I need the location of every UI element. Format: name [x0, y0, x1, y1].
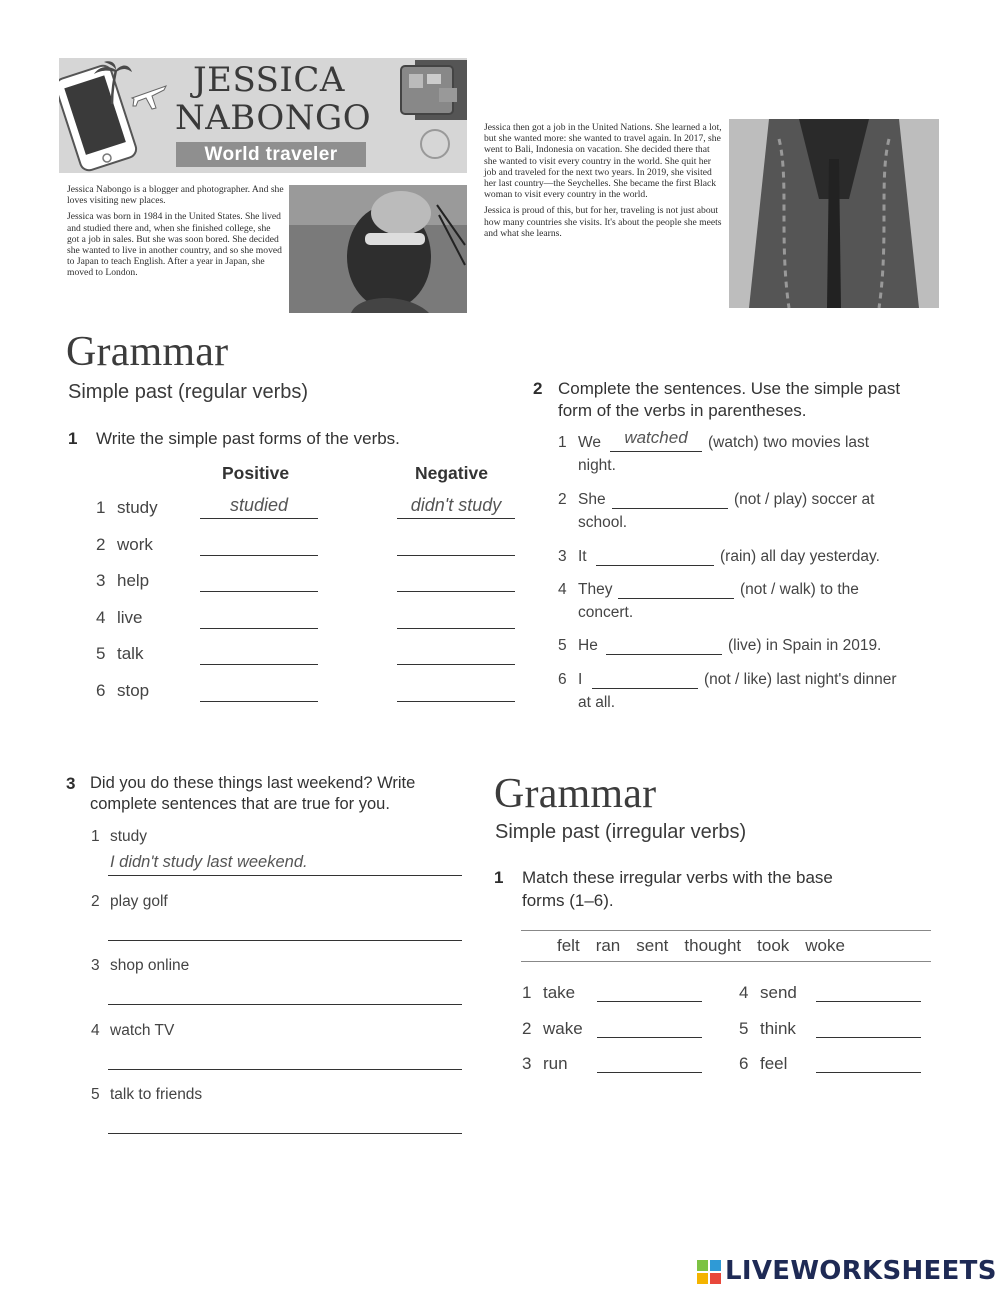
item-number: 1	[522, 983, 532, 1002]
row-number: 6	[96, 680, 106, 700]
suitcase-illustration	[395, 58, 467, 173]
word-bank-word: woke	[805, 936, 845, 955]
article-paragraph: Jessica was born in 1984 in the United States. She lived and studied there and, when she finished college, she got a job in sales. But she was soon bored. She decided she wanted to live in another country, and so she moved to Japan to teach English. After a year in Japan, she moved to London.	[67, 211, 282, 279]
base-verb-label: send	[760, 983, 797, 1002]
verb-label: work	[117, 534, 153, 554]
answer-field[interactable]	[108, 1045, 462, 1070]
word-bank-word: thought	[684, 936, 742, 955]
sentence-end: (not / like) last night's dinner	[704, 671, 897, 688]
sentence-end: (live) in Spain in 2019.	[728, 637, 882, 654]
answer-field[interactable]	[612, 484, 728, 509]
base-verb-label: think	[760, 1018, 796, 1038]
row-number: 2	[96, 534, 106, 554]
answer-text: I didn't study last weekend.	[110, 853, 308, 871]
positive-answer-field[interactable]	[200, 675, 318, 702]
sentence-start: They	[578, 581, 613, 598]
match-answer-field[interactable]	[597, 1021, 702, 1038]
negative-answer-field[interactable]	[397, 529, 515, 556]
palm-tree-icon	[92, 60, 132, 106]
article-banner: World traveler	[176, 142, 366, 167]
exercise-instruction: forms (1–6).	[522, 891, 614, 910]
item-number: 1	[91, 828, 100, 845]
positive-answer-field[interactable]	[200, 565, 318, 592]
match-answer-field[interactable]	[597, 985, 702, 1002]
row-number: 3	[96, 571, 106, 590]
negative-answer-text: didn't study	[410, 495, 502, 515]
article-column-2	[484, 122, 724, 244]
exercise-number: 1	[494, 868, 504, 887]
sentence-continuation: at all.	[578, 694, 616, 711]
answer-field[interactable]	[108, 980, 462, 1005]
answer-field[interactable]	[108, 916, 462, 941]
prompt-label: watch TV	[110, 1021, 175, 1039]
prompt-label: talk to friends	[110, 1086, 203, 1103]
sentence-continuation: school.	[578, 514, 628, 531]
answer-field[interactable]	[108, 1109, 462, 1134]
logo-badge-icon	[697, 1260, 721, 1284]
negative-answer-field[interactable]	[397, 492, 515, 519]
airplane-icon	[130, 80, 168, 112]
sentence-start: I	[578, 671, 583, 688]
sentence-end: (watch) two movies last	[708, 434, 870, 451]
exercise-instruction: Complete the sentences. Use the simple past	[558, 379, 901, 398]
exercise-instruction: Write the simple past forms of the verbs.	[96, 429, 400, 448]
article-title-line1: JESSICA	[193, 60, 345, 100]
logo-text: LIVEWORKSHEETS	[725, 1256, 997, 1286]
item-number: 3	[522, 1054, 532, 1073]
item-number: 2	[558, 491, 567, 508]
exercise-instruction: Did you do these things last weekend? Write	[90, 774, 416, 792]
item-number: 4	[91, 1021, 100, 1039]
article-paragraph: Jessica then got a job in the United Nations. She learned a lot, but she wanted more: she wanted to travel again. In 2017, she went to Bali, Indonesia on vacation. She decided there that she wanted to visit every country in the world. She quit her job and traveled for the next two years. In 2019, she visited her last country—the Seychelles. She became the first Black woman to visit every country in the world.	[484, 122, 722, 201]
prompt-label: shop online	[110, 957, 190, 974]
item-number: 3	[558, 548, 567, 565]
sentence-start: We	[578, 434, 601, 451]
article-paragraph: Jessica is proud of this, but for her, traveling is not just about how many countries she visits. It's about the people she meets and what she learns.	[484, 205, 722, 239]
positive-answer-field[interactable]	[200, 529, 318, 556]
sentence-end: (not / walk) to the	[740, 581, 859, 598]
negative-answer-field[interactable]	[397, 675, 515, 702]
grammar-subheading: Simple past (regular verbs)	[68, 381, 309, 403]
word-bank-word: sent	[636, 936, 669, 955]
exercise-instruction: Match these irregular verbs with the base	[522, 868, 833, 887]
sentence-start: He	[578, 637, 598, 654]
negative-answer-field[interactable]	[397, 602, 515, 629]
match-answer-field[interactable]	[816, 1056, 921, 1073]
item-number: 6	[558, 671, 567, 688]
sentence-end: (rain) all day yesterday.	[720, 548, 880, 565]
positive-answer-field[interactable]	[200, 492, 318, 519]
verb-label: help	[117, 571, 150, 590]
base-verb-label: take	[543, 983, 576, 1002]
answer-field[interactable]	[610, 427, 702, 452]
exercise-number: 3	[66, 774, 76, 793]
row-number: 1	[96, 498, 106, 517]
answer-field[interactable]	[592, 664, 698, 689]
item-number: 5	[739, 1018, 749, 1038]
exercise-instruction: form of the verbs in parentheses.	[558, 401, 807, 420]
answer-field[interactable]	[108, 851, 462, 876]
item-number: 2	[91, 892, 100, 910]
verb-label: live	[117, 607, 143, 627]
negative-answer-field[interactable]	[397, 638, 515, 665]
verb-label: stop	[117, 680, 150, 700]
positive-answer-field[interactable]	[200, 638, 318, 665]
dress-photo	[729, 119, 939, 308]
grammar-heading: Grammar	[494, 771, 657, 817]
negative-answer-field[interactable]	[397, 565, 515, 592]
word-bank-word: took	[757, 936, 790, 955]
item-number: 4	[558, 581, 567, 598]
grammar-heading: Grammar	[66, 329, 229, 375]
answer-text: watched	[624, 428, 688, 447]
exercise-number: 2	[533, 379, 543, 398]
row-number: 4	[96, 607, 106, 627]
article-title-line2: NABONGO	[175, 98, 372, 138]
verb-label: talk	[117, 644, 144, 663]
column-header-positive: Positive	[222, 463, 290, 483]
row-number: 5	[96, 644, 106, 663]
item-number: 6	[739, 1054, 749, 1073]
article-paragraph: Jessica Nabongo is a blogger and photographer. And she loves visiting new places.	[67, 184, 284, 207]
answer-field[interactable]	[596, 541, 714, 566]
base-verb-label: run	[543, 1054, 568, 1073]
liveworksheets-logo	[697, 1256, 997, 1288]
item-number: 5	[558, 637, 567, 654]
portrait-photo	[289, 185, 467, 313]
verb-label: study	[117, 498, 158, 517]
prompt-label: play golf	[110, 892, 168, 910]
sentence-start: She	[578, 491, 606, 508]
answer-field[interactable]	[606, 630, 722, 655]
sentence-continuation: night.	[578, 457, 616, 474]
item-number: 1	[558, 434, 567, 451]
word-bank-word: felt	[557, 936, 580, 955]
column-header-negative: Negative	[415, 463, 488, 483]
sentence-continuation: concert.	[578, 604, 634, 621]
item-number: 5	[91, 1086, 100, 1103]
word-bank-word: ran	[595, 936, 621, 955]
exercise-instruction: complete sentences that are true for you.	[90, 795, 390, 813]
base-verb-label: feel	[760, 1054, 788, 1073]
grammar-subheading: Simple past (irregular verbs)	[495, 821, 747, 843]
word-bank	[521, 930, 931, 962]
item-number: 2	[522, 1018, 532, 1038]
sentence-end: (not / play) soccer at	[734, 491, 875, 508]
base-verb-label: wake	[543, 1018, 583, 1038]
article-column-1	[67, 184, 285, 284]
sentence-start: It	[578, 548, 587, 565]
match-answer-field[interactable]	[816, 1021, 921, 1038]
positive-answer-field[interactable]	[200, 602, 318, 629]
item-number: 4	[739, 983, 749, 1002]
exercise-number: 1	[68, 429, 78, 448]
item-number: 3	[91, 957, 100, 974]
match-answer-field[interactable]	[597, 1056, 702, 1073]
positive-answer-text: studied	[229, 495, 289, 515]
answer-field[interactable]	[618, 574, 734, 599]
match-answer-field[interactable]	[816, 985, 921, 1002]
prompt-label: study	[110, 828, 148, 845]
